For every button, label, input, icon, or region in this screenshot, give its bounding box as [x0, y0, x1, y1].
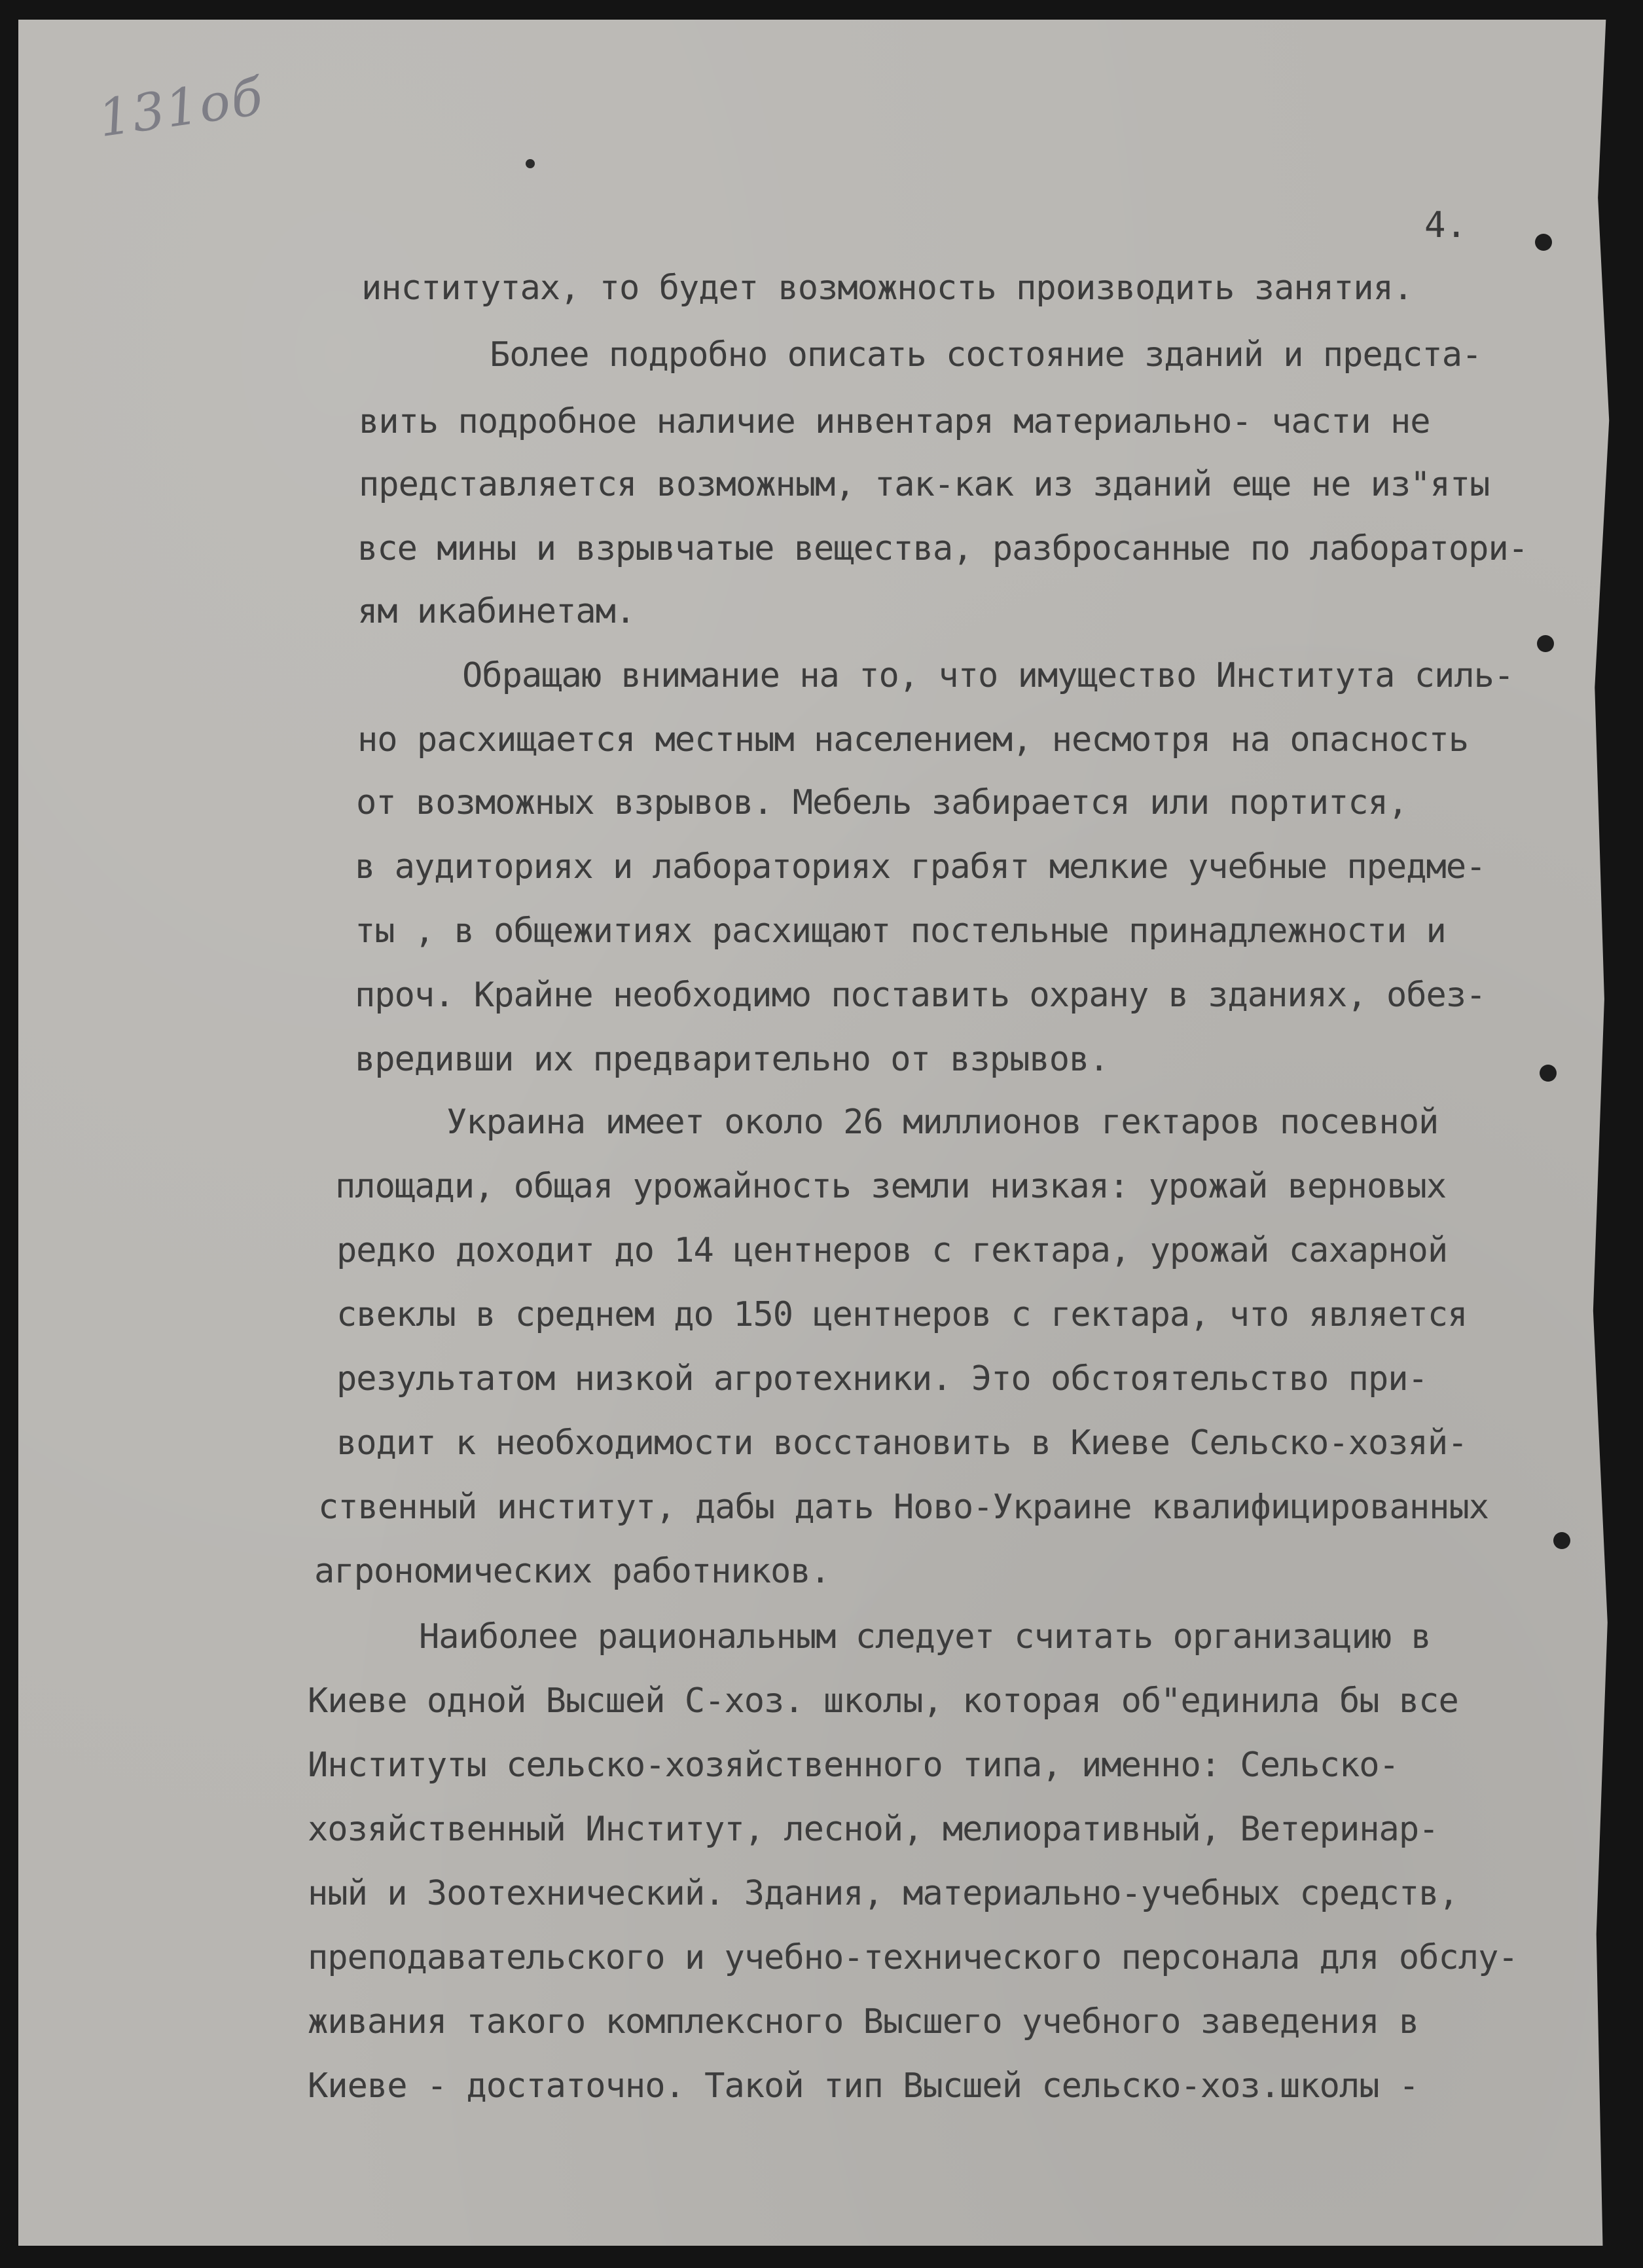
- text-line: ный и Зоотехнический. Здания, материально-учебных средств,: [308, 1874, 1458, 1913]
- text-line: Киеве - достаточно. Такой тип Высшей сельско-хоз.школы -: [308, 2066, 1419, 2106]
- text-line: свеклы в среднем до 150 центнеров с гектара, что является: [336, 1295, 1468, 1334]
- punch-hole: [1540, 1065, 1557, 1082]
- text-line: Обращаю внимание на то, что имущество Института силь-: [462, 656, 1514, 695]
- text-line: ственный институт, дабы дать Ново-Украине квалифицированных: [318, 1488, 1489, 1527]
- text-line: но расхищается местным населением, несмотря на опасность: [357, 720, 1469, 759]
- text-line: все мины и взрывчатые вещества, разбросанные по лаборатори-: [357, 529, 1528, 568]
- text-line: вредивши их предварительно от взрывов.: [355, 1040, 1109, 1079]
- text-line: результатом низкой агротехники. Это обстоятельство при-: [336, 1359, 1428, 1399]
- text-line: агрономических работников.: [314, 1552, 830, 1591]
- page-number: 4.: [1424, 204, 1468, 246]
- text-line: проч. Крайне необходимо поставить охрану в зданиях, обез-: [355, 976, 1486, 1015]
- text-line: хозяйственный Институт, лесной, мелиоративный, Ветеринар-: [308, 1810, 1439, 1849]
- text-line: представляется возможным, так-как из зданий еще не из"яты: [359, 465, 1490, 504]
- text-line: от возможных взрывов. Мебель забирается или портится,: [356, 783, 1408, 822]
- archive-folio-mark: 131об: [94, 67, 268, 149]
- text-line: площади, общая урожайность земли низкая: урожай верновых: [335, 1167, 1447, 1206]
- text-line: преподавательского и учебно-технического персонала для обслу-: [308, 1938, 1518, 1977]
- punch-hole: [1537, 635, 1554, 652]
- text-line: водит к необходимости восстановить в Киеве Сельско-хозяй-: [336, 1423, 1468, 1463]
- text-line: Наиболее рациональным следует считать организацию в: [419, 1617, 1431, 1656]
- punch-hole: [1553, 1532, 1570, 1549]
- text-line: ты , в общежитиях расхищают постельные принадлежности и: [355, 911, 1446, 951]
- text-line: в аудиториях и лабораториях грабят мелкие учебные предме-: [355, 847, 1486, 887]
- text-line: живания такого комплексного Высшего учебного заведения в: [308, 2002, 1419, 2041]
- text-line: Киеве одной Высшей С-хоз. школы, которая об"единила бы все: [308, 1681, 1458, 1721]
- text-line: институтах, то будет возможность производить занятия.: [361, 268, 1413, 308]
- text-line: ям икабинетам.: [357, 592, 636, 631]
- ink-dot: [526, 159, 535, 168]
- text-line: Украина имеет около 26 миллионов гектаров посевной: [446, 1103, 1439, 1142]
- text-line: вить подробное наличие инвентаря материально- части не: [359, 402, 1430, 441]
- text-line: Более подробно описать состояние зданий и предста-: [490, 335, 1482, 375]
- text-line: редко доходит до 14 центнеров с гектара, урожай сахарной: [336, 1231, 1448, 1270]
- text-line: Институты сельско-хозяйственного типа, именно: Сельско-: [308, 1746, 1399, 1785]
- punch-hole: [1535, 234, 1552, 251]
